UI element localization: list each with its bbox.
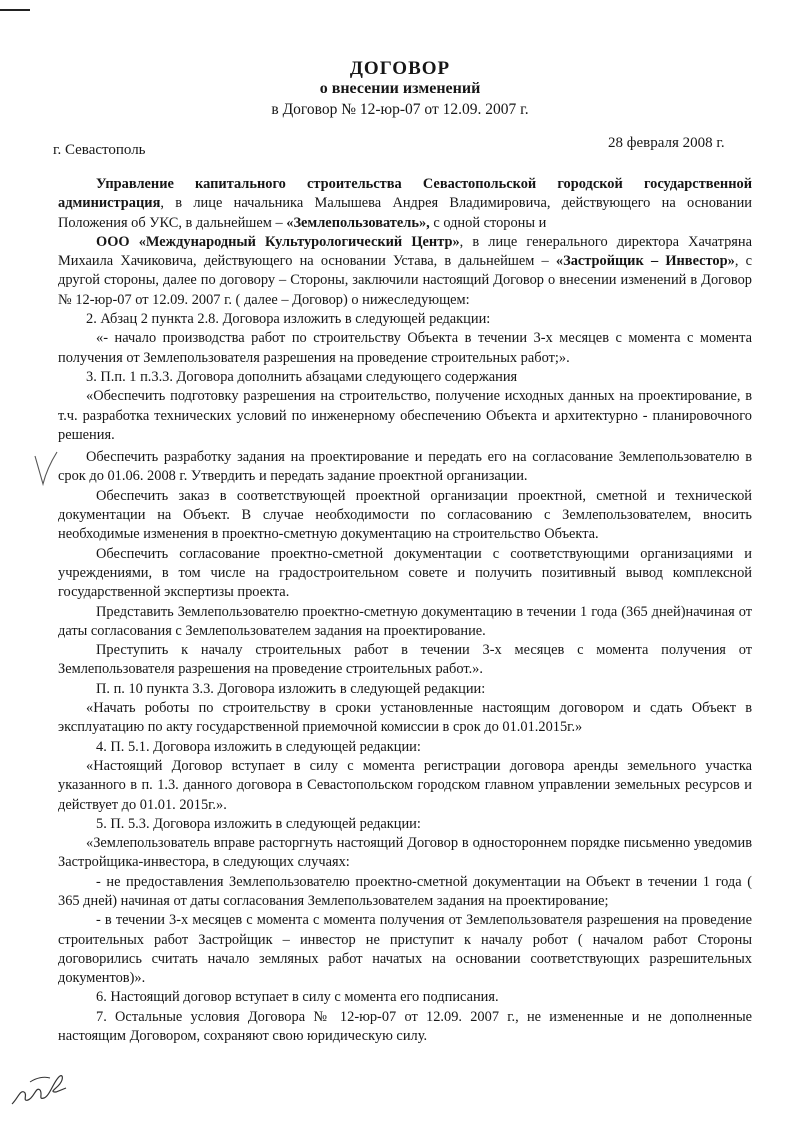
paragraph: П. п. 10 пункта 3.3. Договора изложить в следующей редакции: — [96, 680, 486, 697]
paragraph: 5. П. 5.3. Договора изложить в следующей редакции: — [96, 815, 421, 832]
paragraph: «Землепользователь вправе расторгнуть настоящий Договор в одностороннем порядке письменно уведомив Застройщика-инвестора, в следующих случаях: — [58, 835, 752, 871]
party1-role: «Землепользователь», — [286, 214, 430, 231]
document-date: 28 февраля 2008 г. — [608, 135, 725, 151]
paragraph: - не предоставления Землепользователю проектно-сметной документации на Объект в течении 1 года ( 365 дней) начиная от даты согласования Землепользователем задания на проектирование; — [58, 873, 752, 909]
party2-text: , в лице генерального директора Хачатряна Михаила Хачиковича, действующего на основании Устава, в дальнейшем – — [58, 233, 752, 270]
party2-name: ООО «Международный Культурологический Центр» — [96, 233, 460, 250]
paragraph: Представить Землепользователю проектно-сметную документацию в течении 1 года (365 дней)начиная от даты согласования с Землепользователем задания на проектирование. — [58, 603, 752, 639]
paragraph: Обеспечить разработку задания на проектирование и передать его на согласование Землепользователю в срок до 01.06. 2008 г. Утвердить и передать задание проектной организации. — [58, 449, 752, 485]
party2-paragraph — [58, 233, 752, 310]
paragraph: 2. Абзац 2 пункта 2.8. Договора изложить в следующей редакции: — [86, 311, 491, 328]
paragraph: «Начать роботы по строительству в сроки установленные настоящим договором и сдать Объект в эксплуатацию по акту государственной приемочной комиссии в срок до 01.01.2015г.» — [58, 700, 752, 736]
document-body — [58, 175, 752, 1046]
document-reference: в Договор № 12-юр-07 от 12.09. 2007 г. — [271, 101, 529, 118]
check-mark-icon — [33, 450, 59, 488]
paragraph: «- начало производства работ по строительству Объекта в течении 3-х месяцев с момента с момента получения от Землепользователя разрешения на проведение строительных работ;». — [58, 330, 752, 366]
paragraph: 3. П.п. 1 п.3.3. Договора дополнить абзацами следующего содержания — [86, 368, 518, 385]
paragraph: - в течении 3-х месяцев с момента с момента получения от Землепользователя разрешения на проведение строительных работ Застройщик – инвестор не приступит к началу робот ( началом работ Стороны договорились считать начало земляных работ начатых на основании соответствующих разрешительных документов)». — [58, 912, 752, 987]
paragraph: 7. Остальные условия Договора № 12-юр-07 от 12.09. 2007 г., не измененные и не дополненные настоящим Договором, сохраняют свою юридическую силу. — [58, 1008, 752, 1045]
party1-name: Управление капитального строительства Севастопольской городской государственной администрация — [58, 176, 752, 212]
party1-text: , в лице начальника Малышева Андрея Владимировича, действующего на основании Положения об УКС, в дальнейшем – — [58, 195, 752, 231]
paragraph: «Обеспечить подготовку разрешения на строительство, получение исходных данных на проектирование, в т.ч. разработка технических условий по инженерному обеспечению Объекта и архитектурно - планировочного решения. — [58, 388, 752, 443]
city: г. Севастополь — [53, 142, 146, 158]
document-title: ДОГОВОР — [349, 58, 451, 79]
paragraph: 6. Настоящий договор вступает в силу с момента его подписания. — [96, 989, 499, 1006]
paragraph: Преступить к началу строительных работ в течении 3-х месяцев с момента получения от Землепользователя разрешения на проведение строительных работ.». — [58, 642, 752, 678]
paragraph: 4. П. 5.1. Договора изложить в следующей редакции: — [96, 738, 421, 755]
signature-icon — [10, 1068, 68, 1110]
party2-tail: , с другой стороны, далее по договору – Стороны, заключили настоящий Договор о внесении изменений в Договор № 12-юр-07 от 12.09. 2007 г. ( далее – Договор) о нижеследующем: — [58, 253, 752, 308]
paragraph: Обеспечить согласование проектно-сметной документации с соответствующими организациями и учреждениями, в том числе на градостроительном совете и получить позитивный вывод комплексной государственной экспертизы проекта. — [58, 545, 752, 601]
document-subtitle: о внесении изменений — [319, 80, 481, 97]
party1-paragraph — [58, 175, 752, 233]
paragraph: Обеспечить заказ в соответствующей проектной организации проектной, сметной и технической документации на Объект. В случае необходимости по согласованию с Землепользователем, вносить необходимые изменения в проектно-сметную документацию на строительство Объекта. — [58, 487, 752, 543]
party1-tail: с одной стороны и — [429, 214, 547, 231]
party2-role: «Застройщик – Инвестор» — [555, 253, 735, 270]
corner-mark — [0, 9, 30, 11]
paragraph: «Настоящий Договор вступает в силу с момента регистрации договора аренды земельного участка указанного в п. 1.3. данного договора в Севастопольском городском главном управлении земельных ресурсов и действует до 01.01. 2015г.». — [58, 757, 752, 813]
